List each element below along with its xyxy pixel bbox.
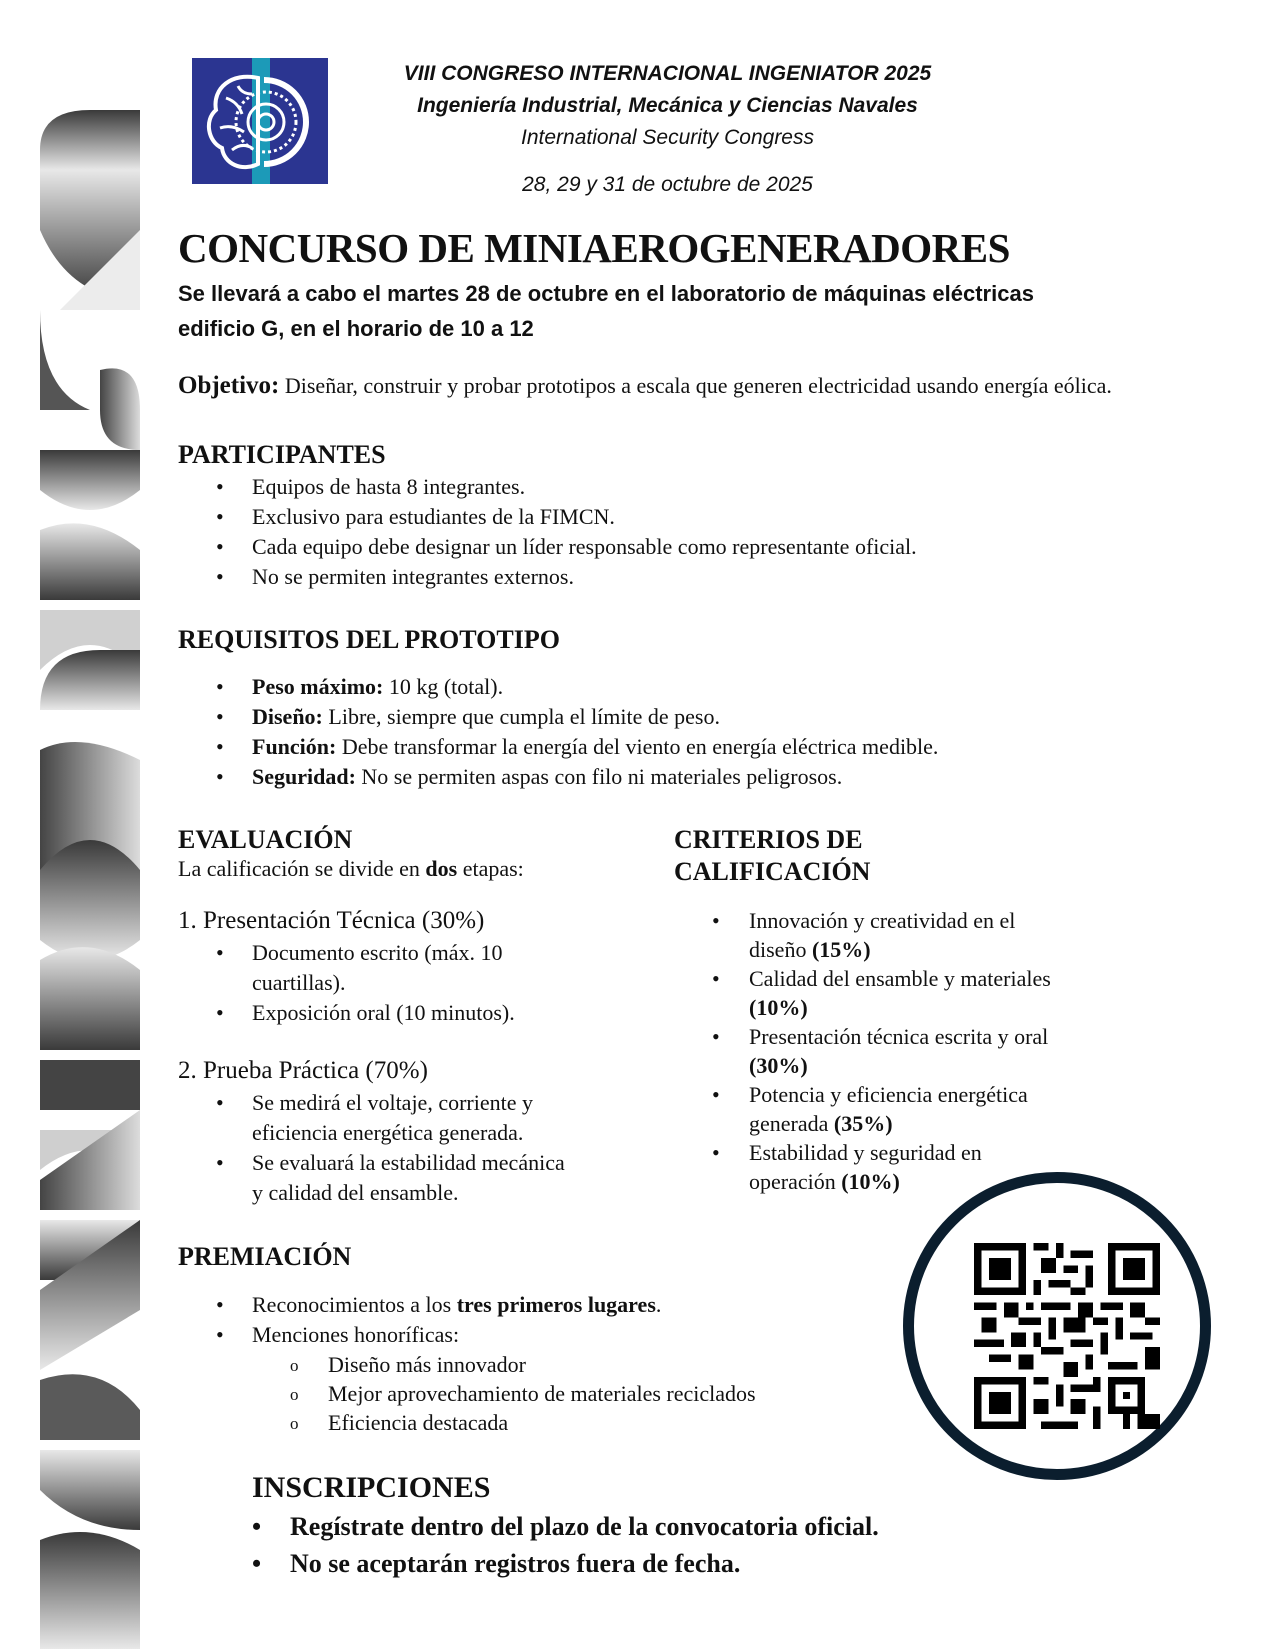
criterion-percent: (35%) bbox=[833, 1111, 893, 1136]
requirements-section bbox=[178, 622, 1078, 792]
list-item: • No se permiten integrantes externos. bbox=[178, 562, 1078, 592]
list-item: • Documento escrito (máx. 10 cuartillas). bbox=[178, 938, 618, 998]
participants-section bbox=[178, 438, 1078, 592]
list-item bbox=[178, 702, 1078, 732]
requirement-label: Seguridad: bbox=[252, 764, 356, 789]
list-item: • Menciones honoríficas: bbox=[178, 1320, 878, 1350]
awards-list bbox=[178, 1290, 878, 1350]
objective-label: Objetivo: bbox=[178, 372, 280, 399]
decorative-sidebar bbox=[40, 110, 140, 1649]
qr-code-badge[interactable] bbox=[903, 1172, 1211, 1480]
stage-1-title: 1. Presentación Técnica (30%) bbox=[178, 907, 485, 934]
list-item: • Se evaluará la estabilidad mecánica y calidad del ensamble. bbox=[178, 1148, 618, 1208]
evaluation-intro-bold: dos bbox=[425, 856, 458, 881]
criterion-percent: (15%) bbox=[811, 937, 871, 962]
list-item: • Regístrate dentro del plazo de la convocatoria oficial. bbox=[252, 1508, 1052, 1545]
list-item bbox=[178, 1290, 878, 1320]
stage-2-list bbox=[178, 1088, 618, 1208]
requirement-text: Libre, siempre que cumpla el límite de peso. bbox=[328, 704, 720, 729]
awards-heading: PREMIACIÓN bbox=[178, 1242, 352, 1271]
list-item: • Equipos de hasta 8 integrantes. bbox=[178, 472, 1078, 502]
requirements-heading: REQUISITOS DEL PROTOTIPO bbox=[178, 625, 560, 654]
congress-logo bbox=[192, 58, 328, 184]
participants-heading: PARTICIPANTES bbox=[178, 440, 386, 469]
congress-name: VIII CONGRESO INTERNACIONAL INGENIATOR 2025 bbox=[403, 62, 932, 85]
participants-list bbox=[178, 472, 1078, 592]
list-item: • No se aceptarán registros fuera de fecha. bbox=[252, 1545, 1052, 1582]
registration-heading: INSCRIPCIONES bbox=[252, 1471, 491, 1504]
registration-section bbox=[252, 1468, 1052, 1582]
criteria-section bbox=[674, 824, 1104, 1196]
list-item bbox=[674, 964, 1104, 1022]
evaluation-intro-text-end: etapas: bbox=[462, 856, 524, 881]
criterion-percent: (10%) bbox=[749, 995, 808, 1020]
page-title: CONCURSO DE MINIAEROGENERADORES bbox=[178, 225, 1010, 271]
list-item: • Cada equipo debe designar un líder responsable como representante oficial. bbox=[178, 532, 1078, 562]
honorable-mentions-list bbox=[178, 1350, 878, 1437]
registration-list bbox=[252, 1508, 1052, 1582]
criterion-text: Calidad del ensamble y materiales bbox=[749, 966, 1051, 991]
award-bold-text: tres primeros lugares bbox=[456, 1292, 656, 1317]
objective-paragraph bbox=[178, 370, 1118, 402]
requirement-label: Peso máximo: bbox=[252, 674, 384, 699]
list-item: • Exclusivo para estudiantes de la FIMCN. bbox=[178, 502, 1078, 532]
list-item bbox=[674, 1080, 1104, 1138]
qr-code-icon bbox=[974, 1243, 1160, 1429]
list-item bbox=[178, 672, 1078, 702]
criterion-text: Innovación y creatividad en el diseño bbox=[749, 908, 1016, 962]
evaluation-intro-text: La calificación se divide en bbox=[178, 856, 420, 881]
criteria-heading bbox=[674, 824, 1104, 888]
congress-subtitle: International Security Congress bbox=[521, 126, 814, 149]
criterion-text: Presentación técnica escrita y oral bbox=[749, 1024, 1049, 1049]
criterion-percent: (30%) bbox=[749, 1053, 808, 1078]
criterion-text: Estabilidad y seguridad en operación bbox=[749, 1140, 982, 1194]
awards-section bbox=[178, 1240, 878, 1437]
criteria-list bbox=[674, 906, 1104, 1196]
award-text-end: . bbox=[655, 1292, 662, 1317]
list-item bbox=[674, 1022, 1104, 1080]
requirement-label: Diseño: bbox=[252, 704, 323, 729]
list-item bbox=[674, 906, 1104, 964]
requirement-label: Función: bbox=[252, 734, 337, 759]
list-item: • Se medirá el voltaje, corriente y eficiencia energética generada. bbox=[178, 1088, 618, 1148]
stage-2-title: 2. Prueba Práctica (70%) bbox=[178, 1057, 428, 1084]
requirement-text: No se permiten aspas con filo ni materiales peligrosos. bbox=[361, 764, 843, 789]
criterion-percent: (10%) bbox=[841, 1169, 900, 1194]
list-item: o Diseño más innovador bbox=[178, 1350, 878, 1379]
objective-text: Diseñar, construir y probar prototipos a escala que generen electricidad usando energía eólica. bbox=[284, 373, 1112, 398]
criterion-text: Potencia y eficiencia energética generada bbox=[749, 1082, 1028, 1136]
list-item: o Mejor aprovechamiento de materiales reciclados bbox=[178, 1379, 878, 1408]
evaluation-section bbox=[178, 824, 618, 1208]
congress-field: Ingeniería Industrial, Mecánica y Ciencias Navales bbox=[417, 94, 918, 117]
evaluation-heading: EVALUACIÓN bbox=[178, 825, 353, 854]
list-item: o Eficiencia destacada bbox=[178, 1408, 878, 1437]
event-details: Se llevará a cabo el martes 28 de octubre en el laboratorio de máquinas eléctricas edificio G, en el horario de 10 a 12 bbox=[178, 281, 1034, 341]
congress-dates: 28, 29 y 31 de octubre de 2025 bbox=[522, 173, 813, 196]
list-item bbox=[178, 732, 1078, 762]
list-item bbox=[178, 762, 1078, 792]
requirement-text: Debe transformar la energía del viento en energía eléctrica medible. bbox=[341, 734, 939, 759]
evaluation-intro bbox=[178, 856, 618, 882]
requirements-list bbox=[178, 672, 1078, 792]
congress-header bbox=[380, 58, 955, 201]
criteria-heading-line-2: CALIFICACIÓN bbox=[674, 857, 871, 886]
criteria-heading-line-1: CRITERIOS DE bbox=[674, 825, 863, 854]
stage-1-list bbox=[178, 938, 618, 1028]
requirement-text: 10 kg (total). bbox=[388, 674, 504, 699]
brain-gear-icon bbox=[192, 58, 328, 184]
list-item: • Exposición oral (10 minutos). bbox=[178, 998, 618, 1028]
award-text: Reconocimientos a los bbox=[252, 1292, 452, 1317]
